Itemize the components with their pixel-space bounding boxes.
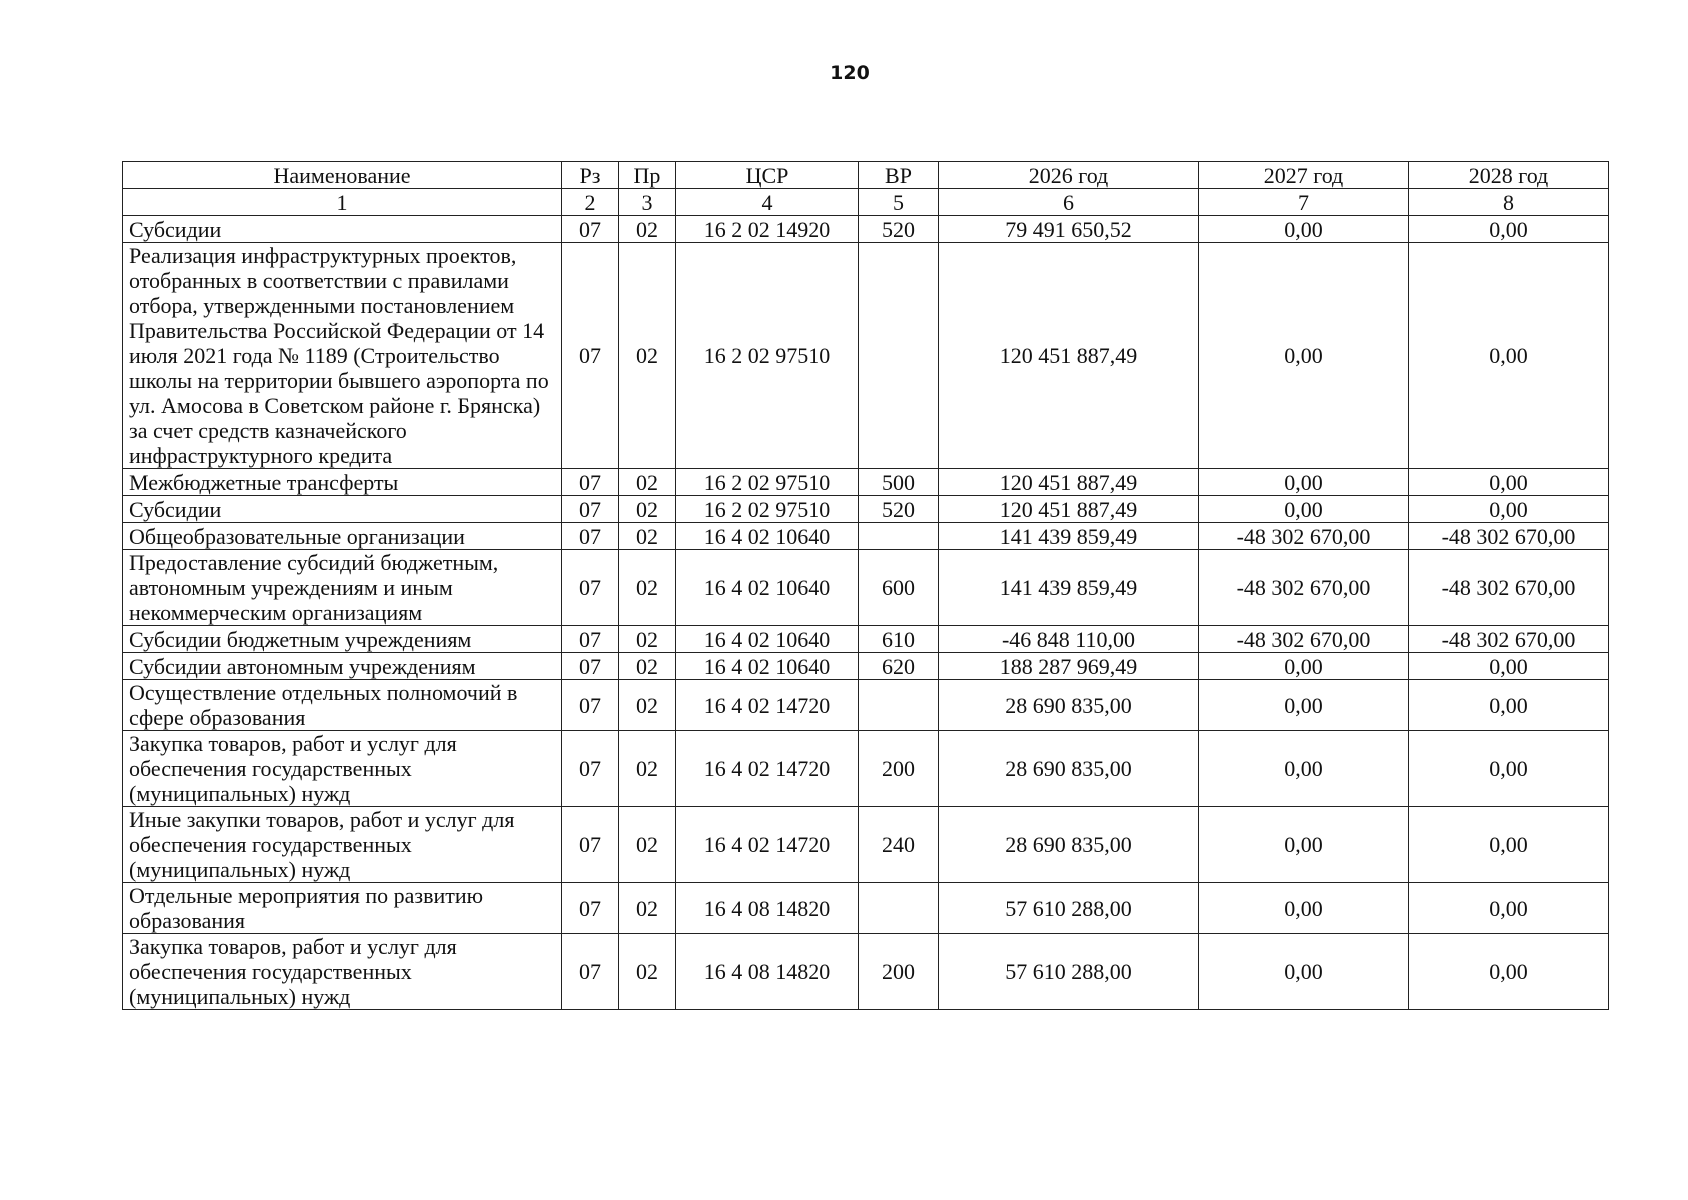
row-amount-2028: 0,00 bbox=[1409, 243, 1609, 469]
row-csr: 16 2 02 97510 bbox=[676, 243, 859, 469]
row-name: Закупка товаров, работ и услуг для обеспечения государственных (муниципальных) нужд bbox=[123, 934, 562, 1010]
row-amount-2026: 28 690 835,00 bbox=[939, 680, 1199, 731]
row-rz: 07 bbox=[562, 807, 619, 883]
row-amount-2028: 0,00 bbox=[1409, 216, 1609, 243]
header-2026: 2026 год bbox=[939, 162, 1199, 189]
table-row bbox=[123, 550, 1609, 626]
row-name: Общеобразовательные организации bbox=[123, 523, 562, 550]
row-amount-2028: 0,00 bbox=[1409, 496, 1609, 523]
row-vr: 520 bbox=[859, 216, 939, 243]
table-row bbox=[123, 680, 1609, 731]
header-vr: ВР bbox=[859, 162, 939, 189]
row-amount-2026: -46 848 110,00 bbox=[939, 626, 1199, 653]
row-csr: 16 4 02 14720 bbox=[676, 680, 859, 731]
row-name: Субсидии бюджетным учреждениям bbox=[123, 626, 562, 653]
row-amount-2027: 0,00 bbox=[1199, 883, 1409, 934]
row-amount-2027: 0,00 bbox=[1199, 216, 1409, 243]
row-vr: 620 bbox=[859, 653, 939, 680]
row-vr bbox=[859, 243, 939, 469]
column-number: 6 bbox=[939, 189, 1199, 216]
header-2028: 2028 год bbox=[1409, 162, 1609, 189]
row-rz: 07 bbox=[562, 550, 619, 626]
row-amount-2027: 0,00 bbox=[1199, 653, 1409, 680]
row-rz: 07 bbox=[562, 496, 619, 523]
row-rz: 07 bbox=[562, 653, 619, 680]
row-amount-2026: 120 451 887,49 bbox=[939, 496, 1199, 523]
row-name: Иные закупки товаров, работ и услуг для обеспечения государственных (муниципальных) нужд bbox=[123, 807, 562, 883]
table-row bbox=[123, 469, 1609, 496]
page-number: 120 bbox=[830, 62, 870, 84]
row-amount-2027: 0,00 bbox=[1199, 496, 1409, 523]
row-vr: 610 bbox=[859, 626, 939, 653]
row-name: Субсидии bbox=[123, 496, 562, 523]
row-amount-2027: 0,00 bbox=[1199, 680, 1409, 731]
table-row bbox=[123, 626, 1609, 653]
row-rz: 07 bbox=[562, 680, 619, 731]
row-pr: 02 bbox=[619, 469, 676, 496]
table-row bbox=[123, 934, 1609, 1010]
column-number: 4 bbox=[676, 189, 859, 216]
row-amount-2027: -48 302 670,00 bbox=[1199, 550, 1409, 626]
table-row bbox=[123, 243, 1609, 469]
row-amount-2026: 188 287 969,49 bbox=[939, 653, 1199, 680]
column-number-row bbox=[123, 189, 1609, 216]
row-pr: 02 bbox=[619, 626, 676, 653]
row-vr bbox=[859, 680, 939, 731]
row-rz: 07 bbox=[562, 626, 619, 653]
row-rz: 07 bbox=[562, 934, 619, 1010]
row-amount-2026: 79 491 650,52 bbox=[939, 216, 1199, 243]
row-amount-2027: -48 302 670,00 bbox=[1199, 523, 1409, 550]
row-rz: 07 bbox=[562, 883, 619, 934]
row-name: Отдельные мероприятия по развитию образования bbox=[123, 883, 562, 934]
row-csr: 16 4 02 14720 bbox=[676, 807, 859, 883]
row-vr: 600 bbox=[859, 550, 939, 626]
row-amount-2028: 0,00 bbox=[1409, 934, 1609, 1010]
row-rz: 07 bbox=[562, 523, 619, 550]
row-vr bbox=[859, 883, 939, 934]
row-csr: 16 4 02 10640 bbox=[676, 626, 859, 653]
row-amount-2028: 0,00 bbox=[1409, 469, 1609, 496]
table-row bbox=[123, 883, 1609, 934]
row-csr: 16 4 08 14820 bbox=[676, 934, 859, 1010]
row-amount-2028: -48 302 670,00 bbox=[1409, 523, 1609, 550]
row-name: Предоставление субсидий бюджетным, автономным учреждениям и иным некоммерческим организациям bbox=[123, 550, 562, 626]
row-amount-2027: 0,00 bbox=[1199, 469, 1409, 496]
column-number: 1 bbox=[123, 189, 562, 216]
row-pr: 02 bbox=[619, 216, 676, 243]
table-row bbox=[123, 216, 1609, 243]
row-amount-2027: 0,00 bbox=[1199, 731, 1409, 807]
row-pr: 02 bbox=[619, 680, 676, 731]
column-number: 3 bbox=[619, 189, 676, 216]
row-amount-2028: -48 302 670,00 bbox=[1409, 550, 1609, 626]
row-vr: 200 bbox=[859, 934, 939, 1010]
table-row bbox=[123, 523, 1609, 550]
row-rz: 07 bbox=[562, 469, 619, 496]
row-csr: 16 4 02 10640 bbox=[676, 653, 859, 680]
header-row bbox=[123, 162, 1609, 189]
row-csr: 16 4 02 14720 bbox=[676, 731, 859, 807]
header-rz: Рз bbox=[562, 162, 619, 189]
row-amount-2028: 0,00 bbox=[1409, 680, 1609, 731]
row-amount-2026: 57 610 288,00 bbox=[939, 934, 1199, 1010]
row-name: Реализация инфраструктурных проектов, отобранных в соответствии с правилами отбора, утвержденными постановлением Правительства Российской Федерации от 14 июля 2021 года № 1189 (Строительство школы на территории бывшего аэропорта по ул. Амосова в Советском районе г. Брянска) за счет средств казначейского инфраструктурного кредита bbox=[123, 243, 562, 469]
row-amount-2026: 141 439 859,49 bbox=[939, 523, 1199, 550]
row-amount-2027: 0,00 bbox=[1199, 807, 1409, 883]
row-vr: 240 bbox=[859, 807, 939, 883]
row-pr: 02 bbox=[619, 883, 676, 934]
row-amount-2028: 0,00 bbox=[1409, 731, 1609, 807]
row-amount-2027: -48 302 670,00 bbox=[1199, 626, 1409, 653]
row-vr: 520 bbox=[859, 496, 939, 523]
column-number: 7 bbox=[1199, 189, 1409, 216]
row-pr: 02 bbox=[619, 523, 676, 550]
header-pr: Пр bbox=[619, 162, 676, 189]
row-pr: 02 bbox=[619, 243, 676, 469]
row-amount-2027: 0,00 bbox=[1199, 934, 1409, 1010]
row-amount-2026: 57 610 288,00 bbox=[939, 883, 1199, 934]
row-amount-2028: -48 302 670,00 bbox=[1409, 626, 1609, 653]
row-name: Осуществление отдельных полномочий в сфере образования bbox=[123, 680, 562, 731]
row-pr: 02 bbox=[619, 496, 676, 523]
header-name: Наименование bbox=[123, 162, 562, 189]
column-number: 8 bbox=[1409, 189, 1609, 216]
header-2027: 2027 год bbox=[1199, 162, 1409, 189]
row-csr: 16 4 02 10640 bbox=[676, 523, 859, 550]
row-csr: 16 4 08 14820 bbox=[676, 883, 859, 934]
row-csr: 16 2 02 14920 bbox=[676, 216, 859, 243]
table-row bbox=[123, 496, 1609, 523]
row-name: Субсидии автономным учреждениям bbox=[123, 653, 562, 680]
row-pr: 02 bbox=[619, 807, 676, 883]
row-vr: 200 bbox=[859, 731, 939, 807]
table-row bbox=[123, 807, 1609, 883]
row-amount-2026: 120 451 887,49 bbox=[939, 469, 1199, 496]
row-vr bbox=[859, 523, 939, 550]
row-amount-2026: 28 690 835,00 bbox=[939, 731, 1199, 807]
row-amount-2028: 0,00 bbox=[1409, 807, 1609, 883]
row-pr: 02 bbox=[619, 934, 676, 1010]
row-amount-2028: 0,00 bbox=[1409, 883, 1609, 934]
header-csr: ЦСР bbox=[676, 162, 859, 189]
row-rz: 07 bbox=[562, 243, 619, 469]
column-number: 2 bbox=[562, 189, 619, 216]
budget-table bbox=[122, 161, 1609, 1010]
table-row bbox=[123, 731, 1609, 807]
row-pr: 02 bbox=[619, 653, 676, 680]
row-amount-2026: 120 451 887,49 bbox=[939, 243, 1199, 469]
row-rz: 07 bbox=[562, 216, 619, 243]
row-pr: 02 bbox=[619, 550, 676, 626]
row-amount-2026: 141 439 859,49 bbox=[939, 550, 1199, 626]
row-amount-2026: 28 690 835,00 bbox=[939, 807, 1199, 883]
row-rz: 07 bbox=[562, 731, 619, 807]
row-name: Субсидии bbox=[123, 216, 562, 243]
row-vr: 500 bbox=[859, 469, 939, 496]
row-csr: 16 2 02 97510 bbox=[676, 469, 859, 496]
table-row bbox=[123, 653, 1609, 680]
row-amount-2028: 0,00 bbox=[1409, 653, 1609, 680]
column-number: 5 bbox=[859, 189, 939, 216]
row-csr: 16 2 02 97510 bbox=[676, 496, 859, 523]
row-csr: 16 4 02 10640 bbox=[676, 550, 859, 626]
row-name: Закупка товаров, работ и услуг для обеспечения государственных (муниципальных) нужд bbox=[123, 731, 562, 807]
row-name: Межбюджетные трансферты bbox=[123, 469, 562, 496]
row-pr: 02 bbox=[619, 731, 676, 807]
row-amount-2027: 0,00 bbox=[1199, 243, 1409, 469]
